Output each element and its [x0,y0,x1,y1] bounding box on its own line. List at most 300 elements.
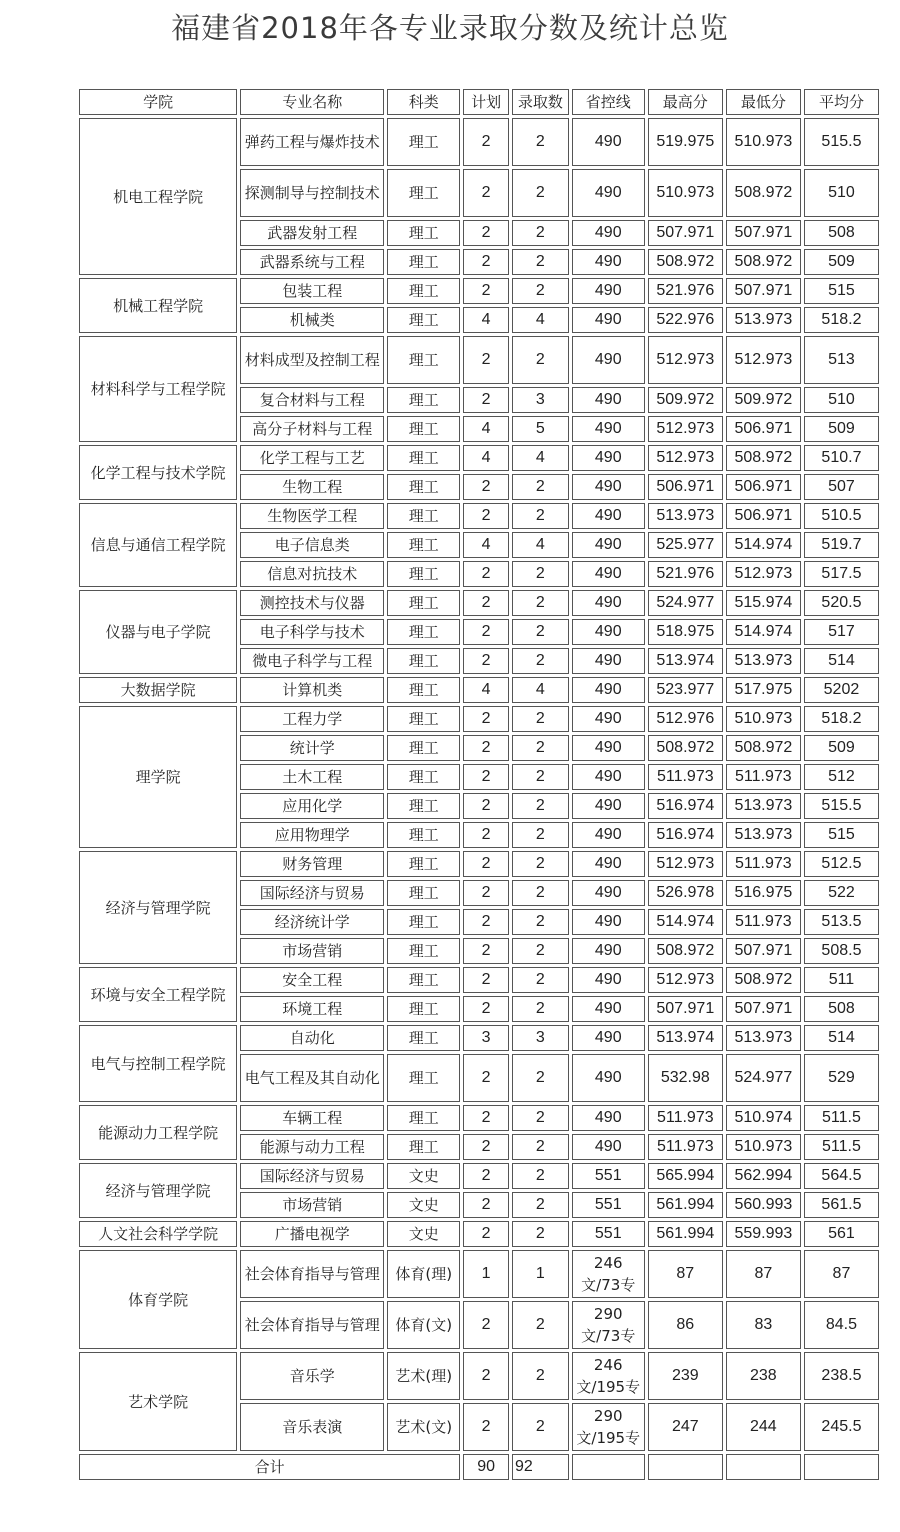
avg-score-cell: 522 [804,880,879,906]
type-cell: 艺术(文) [387,1403,460,1451]
max-score-cell: 522.976 [648,307,723,333]
admitted-cell: 2 [512,169,569,217]
max-score-cell: 523.977 [648,677,723,703]
college-cell: 艺术学院 [79,1352,237,1451]
table-row [79,851,879,877]
avg-score-cell: 507 [804,474,879,500]
min-score-cell: 508.972 [726,445,801,471]
max-score-cell: 512.973 [648,416,723,442]
major-cell: 经济统计学 [240,909,384,935]
admitted-cell: 2 [512,793,569,819]
min-score-cell: 516.975 [726,880,801,906]
admitted-cell: 2 [512,1403,569,1451]
admitted-cell: 2 [512,220,569,246]
avg-score-cell: 509 [804,735,879,761]
avg-score-cell: 564.5 [804,1163,879,1189]
plan-cell: 4 [463,307,509,333]
major-cell: 工程力学 [240,706,384,732]
max-score-cell: 561.994 [648,1192,723,1218]
header-control-line: 省控线 [572,89,645,115]
college-cell: 经济与管理学院 [79,851,237,964]
admitted-cell: 2 [512,938,569,964]
plan-cell: 2 [463,590,509,616]
avg-score-cell: 514 [804,648,879,674]
control-line-cell: 490 [572,822,645,848]
type-cell: 理工 [387,532,460,558]
max-score-cell: 239 [648,1352,723,1400]
min-score-cell: 508.972 [726,735,801,761]
avg-score-cell: 512.5 [804,851,879,877]
avg-score-cell: 508.5 [804,938,879,964]
college-cell: 环境与安全工程学院 [79,967,237,1022]
type-cell: 理工 [387,416,460,442]
min-score-cell: 512.973 [726,336,801,384]
plan-cell: 2 [463,1192,509,1218]
avg-score-cell: 514 [804,1025,879,1051]
max-score-cell: 512.973 [648,336,723,384]
admitted-cell: 2 [512,619,569,645]
major-cell: 生物工程 [240,474,384,500]
min-score-cell: 513.973 [726,307,801,333]
type-cell: 理工 [387,590,460,616]
max-score-cell: 247 [648,1403,723,1451]
empty-cell [648,1454,723,1480]
plan-cell: 2 [463,619,509,645]
min-score-cell: 511.973 [726,909,801,935]
max-score-cell: 508.972 [648,249,723,275]
avg-score-cell: 5202 [804,677,879,703]
avg-score-cell: 520.5 [804,590,879,616]
control-line-cell: 290文/195专 [572,1403,645,1451]
plan-cell: 2 [463,220,509,246]
header-row [79,89,879,115]
control-line-cell: 490 [572,1025,645,1051]
college-cell: 机械工程学院 [79,278,237,333]
control-line-cell: 490 [572,967,645,993]
plan-cell: 2 [463,387,509,413]
max-score-cell: 509.972 [648,387,723,413]
avg-score-cell: 84.5 [804,1301,879,1349]
plan-cell: 1 [463,1250,509,1298]
empty-cell [726,1454,801,1480]
type-cell: 理工 [387,967,460,993]
type-cell: 理工 [387,1105,460,1131]
header-type: 科类 [387,89,460,115]
total-label: 合计 [79,1454,460,1480]
table-row [79,278,879,304]
avg-score-cell: 510 [804,169,879,217]
college-cell: 理学院 [79,706,237,848]
plan-cell: 2 [463,822,509,848]
min-score-cell: 513.973 [726,1025,801,1051]
control-line-cell: 490 [572,938,645,964]
plan-cell: 2 [463,1352,509,1400]
type-cell: 理工 [387,249,460,275]
plan-cell: 2 [463,1105,509,1131]
min-score-cell: 506.971 [726,503,801,529]
max-score-cell: 511.973 [648,764,723,790]
admitted-cell: 2 [512,996,569,1022]
max-score-cell: 508.972 [648,938,723,964]
major-cell: 材料成型及控制工程 [240,336,384,384]
admitted-cell: 2 [512,1221,569,1247]
control-line-cell: 490 [572,1105,645,1131]
control-line-cell: 246文/73专 [572,1250,645,1298]
max-score-cell: 524.977 [648,590,723,616]
type-cell: 理工 [387,278,460,304]
major-cell: 电气工程及其自动化 [240,1054,384,1102]
major-cell: 化学工程与工艺 [240,445,384,471]
min-score-cell: 508.972 [726,169,801,217]
min-score-cell: 507.971 [726,996,801,1022]
max-score-cell: 507.971 [648,220,723,246]
max-score-cell: 86 [648,1301,723,1349]
max-score-cell: 512.973 [648,851,723,877]
plan-cell: 2 [463,1301,509,1349]
min-score-cell: 508.972 [726,967,801,993]
header-major: 专业名称 [240,89,384,115]
type-cell: 艺术(理) [387,1352,460,1400]
table-row [79,1221,879,1247]
plan-cell: 2 [463,474,509,500]
plan-cell: 2 [463,503,509,529]
college-cell: 机电工程学院 [79,118,237,275]
total-admitted: 92 [512,1454,569,1480]
type-cell: 理工 [387,307,460,333]
major-cell: 市场营销 [240,938,384,964]
max-score-cell: 561.994 [648,1221,723,1247]
avg-score-cell: 512 [804,764,879,790]
major-cell: 能源与动力工程 [240,1134,384,1160]
plan-cell: 2 [463,880,509,906]
type-cell: 理工 [387,822,460,848]
control-line-cell: 490 [572,735,645,761]
control-line-cell: 490 [572,307,645,333]
avg-score-cell: 517 [804,619,879,645]
table-row [79,590,879,616]
header-plan: 计划 [463,89,509,115]
major-cell: 市场营销 [240,1192,384,1218]
type-cell: 理工 [387,735,460,761]
max-score-cell: 521.976 [648,278,723,304]
type-cell: 文史 [387,1221,460,1247]
avg-score-cell: 518.2 [804,307,879,333]
type-cell: 理工 [387,706,460,732]
max-score-cell: 519.975 [648,118,723,166]
major-cell: 车辆工程 [240,1105,384,1131]
plan-cell: 2 [463,996,509,1022]
admitted-cell: 2 [512,1054,569,1102]
max-score-cell: 565.994 [648,1163,723,1189]
admitted-cell: 2 [512,278,569,304]
min-score-cell: 510.973 [726,1134,801,1160]
avg-score-cell: 245.5 [804,1403,879,1451]
max-score-cell: 525.977 [648,532,723,558]
type-cell: 理工 [387,118,460,166]
major-cell: 复合材料与工程 [240,387,384,413]
admitted-cell: 2 [512,503,569,529]
major-cell: 国际经济与贸易 [240,1163,384,1189]
control-line-cell: 551 [572,1163,645,1189]
header-avg-score: 平均分 [804,89,879,115]
control-line-cell: 490 [572,619,645,645]
control-line-cell: 490 [572,387,645,413]
major-cell: 应用物理学 [240,822,384,848]
max-score-cell: 512.973 [648,445,723,471]
table-row [79,336,879,384]
admitted-cell: 2 [512,590,569,616]
table-row [79,677,879,703]
avg-score-cell: 518.2 [804,706,879,732]
college-cell: 信息与通信工程学院 [79,503,237,587]
major-cell: 音乐学 [240,1352,384,1400]
control-line-cell: 551 [572,1192,645,1218]
avg-score-cell: 513 [804,336,879,384]
plan-cell: 2 [463,1163,509,1189]
admitted-cell: 2 [512,561,569,587]
table-row [79,1250,879,1298]
max-score-cell: 526.978 [648,880,723,906]
type-cell: 理工 [387,880,460,906]
min-score-cell: 87 [726,1250,801,1298]
table-row [79,706,879,732]
min-score-cell: 524.977 [726,1054,801,1102]
control-line-cell: 490 [572,880,645,906]
max-score-cell: 516.974 [648,793,723,819]
plan-cell: 2 [463,336,509,384]
admitted-cell: 2 [512,1301,569,1349]
type-cell: 理工 [387,619,460,645]
plan-cell: 2 [463,706,509,732]
control-line-cell: 490 [572,169,645,217]
type-cell: 理工 [387,1134,460,1160]
admitted-cell: 2 [512,1163,569,1189]
min-score-cell: 508.972 [726,249,801,275]
type-cell: 理工 [387,938,460,964]
type-cell: 理工 [387,996,460,1022]
control-line-cell: 246文/195专 [572,1352,645,1400]
avg-score-cell: 510.7 [804,445,879,471]
admitted-cell: 3 [512,1025,569,1051]
avg-score-cell: 561 [804,1221,879,1247]
college-cell: 能源动力工程学院 [79,1105,237,1160]
type-cell: 文史 [387,1192,460,1218]
avg-score-cell: 508 [804,220,879,246]
plan-cell: 2 [463,169,509,217]
control-line-cell: 490 [572,996,645,1022]
min-score-cell: 506.971 [726,474,801,500]
major-cell: 国际经济与贸易 [240,880,384,906]
major-cell: 自动化 [240,1025,384,1051]
type-cell: 理工 [387,220,460,246]
admitted-cell: 2 [512,822,569,848]
avg-score-cell: 513.5 [804,909,879,935]
min-score-cell: 509.972 [726,387,801,413]
admitted-cell: 2 [512,1192,569,1218]
control-line-cell: 490 [572,909,645,935]
plan-cell: 2 [463,1221,509,1247]
admitted-cell: 2 [512,336,569,384]
major-cell: 高分子材料与工程 [240,416,384,442]
min-score-cell: 512.973 [726,561,801,587]
total-row [79,1454,879,1480]
avg-score-cell: 515.5 [804,793,879,819]
max-score-cell: 87 [648,1250,723,1298]
plan-cell: 2 [463,249,509,275]
major-cell: 微电子科学与工程 [240,648,384,674]
min-score-cell: 510.973 [726,118,801,166]
plan-cell: 2 [463,648,509,674]
type-cell: 理工 [387,336,460,384]
control-line-cell: 490 [572,474,645,500]
plan-cell: 2 [463,561,509,587]
college-cell: 大数据学院 [79,677,237,703]
admitted-cell: 4 [512,532,569,558]
major-cell: 电子科学与技术 [240,619,384,645]
plan-cell: 2 [463,909,509,935]
max-score-cell: 516.974 [648,822,723,848]
control-line-cell: 490 [572,220,645,246]
type-cell: 理工 [387,764,460,790]
type-cell: 理工 [387,387,460,413]
admitted-cell: 2 [512,967,569,993]
plan-cell: 4 [463,445,509,471]
admitted-cell: 2 [512,706,569,732]
control-line-cell: 551 [572,1221,645,1247]
major-cell: 财务管理 [240,851,384,877]
table-row [79,118,879,166]
max-score-cell: 513.974 [648,648,723,674]
avg-score-cell: 517.5 [804,561,879,587]
plan-cell: 2 [463,764,509,790]
type-cell: 理工 [387,648,460,674]
min-score-cell: 562.994 [726,1163,801,1189]
admitted-cell: 4 [512,677,569,703]
admitted-cell: 1 [512,1250,569,1298]
min-score-cell: 514.974 [726,532,801,558]
plan-cell: 4 [463,677,509,703]
max-score-cell: 512.976 [648,706,723,732]
admitted-cell: 2 [512,880,569,906]
table-row [79,967,879,993]
max-score-cell: 532.98 [648,1054,723,1102]
plan-cell: 2 [463,938,509,964]
min-score-cell: 507.971 [726,220,801,246]
avg-score-cell: 511 [804,967,879,993]
major-cell: 包装工程 [240,278,384,304]
plan-cell: 2 [463,793,509,819]
plan-cell: 2 [463,1054,509,1102]
max-score-cell: 510.973 [648,169,723,217]
control-line-cell: 490 [572,416,645,442]
type-cell: 体育(理) [387,1250,460,1298]
min-score-cell: 510.973 [726,706,801,732]
type-cell: 理工 [387,909,460,935]
admitted-cell: 2 [512,735,569,761]
college-cell: 经济与管理学院 [79,1163,237,1218]
max-score-cell: 508.972 [648,735,723,761]
total-plan: 90 [463,1454,509,1480]
major-cell: 计算机类 [240,677,384,703]
plan-cell: 2 [463,1134,509,1160]
avg-score-cell: 561.5 [804,1192,879,1218]
type-cell: 理工 [387,503,460,529]
control-line-cell: 490 [572,1054,645,1102]
control-line-cell: 490 [572,445,645,471]
college-cell: 仪器与电子学院 [79,590,237,674]
max-score-cell: 513.974 [648,1025,723,1051]
type-cell: 理工 [387,677,460,703]
admitted-cell: 3 [512,387,569,413]
avg-score-cell: 87 [804,1250,879,1298]
college-cell: 化学工程与技术学院 [79,445,237,500]
avg-score-cell: 519.7 [804,532,879,558]
avg-score-cell: 510.5 [804,503,879,529]
major-cell: 测控技术与仪器 [240,590,384,616]
admission-table [76,86,882,1483]
min-score-cell: 510.974 [726,1105,801,1131]
type-cell: 理工 [387,169,460,217]
control-line-cell: 490 [572,648,645,674]
table-row [79,1352,879,1400]
major-cell: 安全工程 [240,967,384,993]
major-cell: 机械类 [240,307,384,333]
avg-score-cell: 509 [804,249,879,275]
max-score-cell: 521.976 [648,561,723,587]
admitted-cell: 2 [512,1352,569,1400]
college-cell: 体育学院 [79,1250,237,1349]
admitted-cell: 4 [512,307,569,333]
major-cell: 应用化学 [240,793,384,819]
min-score-cell: 511.973 [726,764,801,790]
min-score-cell: 507.971 [726,938,801,964]
control-line-cell: 490 [572,336,645,384]
control-line-cell: 490 [572,764,645,790]
plan-cell: 3 [463,1025,509,1051]
control-line-cell: 490 [572,118,645,166]
empty-cell [804,1454,879,1480]
avg-score-cell: 515.5 [804,118,879,166]
major-cell: 信息对抗技术 [240,561,384,587]
type-cell: 文史 [387,1163,460,1189]
min-score-cell: 560.993 [726,1192,801,1218]
max-score-cell: 512.973 [648,967,723,993]
major-cell: 土木工程 [240,764,384,790]
avg-score-cell: 529 [804,1054,879,1102]
avg-score-cell: 510 [804,387,879,413]
type-cell: 理工 [387,445,460,471]
table-row [79,1025,879,1051]
control-line-cell: 490 [572,706,645,732]
admitted-cell: 2 [512,1134,569,1160]
admitted-cell: 2 [512,118,569,166]
control-line-cell: 490 [572,503,645,529]
admitted-cell: 5 [512,416,569,442]
major-cell: 武器系统与工程 [240,249,384,275]
type-cell: 理工 [387,1025,460,1051]
avg-score-cell: 515 [804,278,879,304]
min-score-cell: 515.974 [726,590,801,616]
empty-cell [572,1454,645,1480]
admitted-cell: 2 [512,909,569,935]
control-line-cell: 490 [572,677,645,703]
max-score-cell: 511.973 [648,1105,723,1131]
min-score-cell: 513.973 [726,793,801,819]
avg-score-cell: 515 [804,822,879,848]
plan-cell: 2 [463,735,509,761]
major-cell: 社会体育指导与管理 [240,1301,384,1349]
control-line-cell: 490 [572,851,645,877]
